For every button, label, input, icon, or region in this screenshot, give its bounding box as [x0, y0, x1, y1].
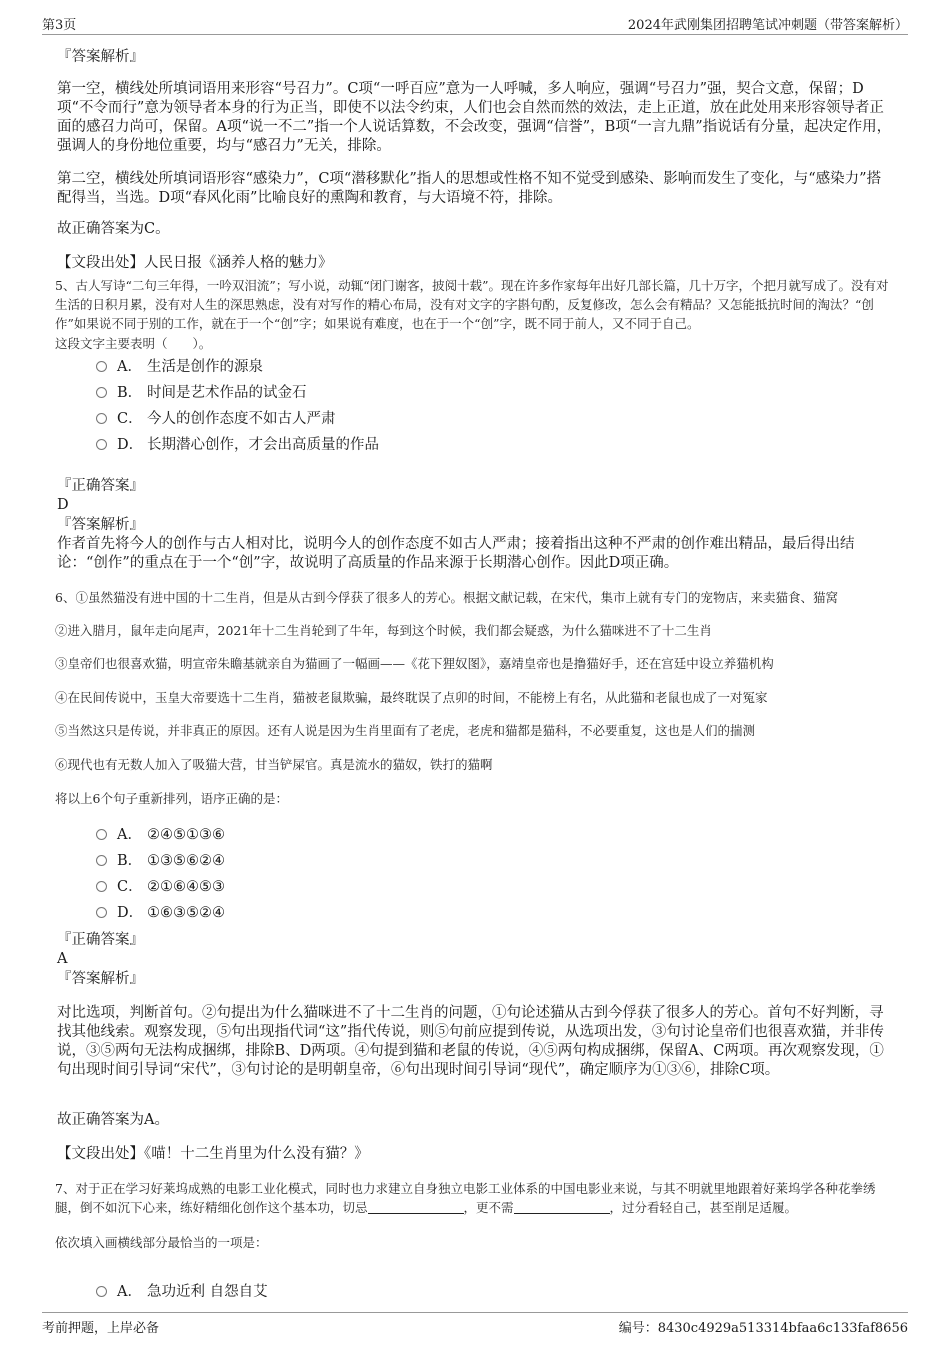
- option-key: A．: [117, 827, 142, 843]
- q6-option-a[interactable]: [96, 825, 225, 845]
- q7-stem-part-2: ，更不需: [463, 1200, 514, 1215]
- q7-blank-1: [368, 1201, 464, 1214]
- radio-icon[interactable]: [96, 387, 107, 398]
- q5-ask: 这段文字主要表明（ ）。: [55, 336, 212, 351]
- prev-analysis-p1: 第一空，横线处所填词语用来形容“号召力”。C项“一呼百应”意为一人呼喊，多人响应，强调“号召力”强，契合文意，保留；D项“不令而行”意为领导者本身的行为正当，即使不以法令约束，人们也会自然而然的效法，走上正道，放在此处用来形容领导者正面的感召力尚可，保留。A项“说一不二”指一个人说话算数，不会改变，强调“信誉”，B项“一言九鼎”指说话有分量，起决定作用，强调人的身份地位重要，均与“感召力”无关，排除。: [57, 81, 892, 154]
- option-key: B．: [117, 385, 143, 401]
- q5-option-d[interactable]: [96, 435, 379, 455]
- q6-answer-title: 『正确答案』: [57, 932, 144, 948]
- q5-analysis: 作者首先将今人的创作与古人相对比，说明今人的创作态度不如古人严肃；接着指出这种不严肃的创作难出精品，最后得出结论：“创作”的重点在于一个“创”字，故说明了高质量的作品来源于长期潜心创作。因此D项正确。: [57, 536, 855, 571]
- option-text: ②④⑤①③⑥: [147, 827, 225, 843]
- q5-option-a[interactable]: [96, 357, 263, 377]
- option-text: ①③⑤⑥②④: [147, 853, 225, 869]
- radio-icon[interactable]: [96, 881, 107, 892]
- radio-icon[interactable]: [96, 855, 107, 866]
- radio-icon[interactable]: [96, 1286, 107, 1297]
- q7-stem-part-1: 7、对于正在学习好莱坞成熟的电影工业化模式，同时也力求建立自身独立电影工业体系的中国电影业来说，与其不明就里地跟着好莱坞学各种花拳绣腿，倒不如沉下心来，练好精细化创作这个基本功，切忌: [55, 1181, 876, 1215]
- q5-analysis-title: 『答案解析』: [57, 517, 144, 533]
- radio-icon[interactable]: [96, 829, 107, 840]
- q6-answer: A: [57, 951, 68, 967]
- q6-option-c[interactable]: [96, 877, 225, 897]
- prev-source: 【文段出处】人民日报《涵养人格的魅力》: [57, 255, 333, 271]
- option-key: A．: [117, 359, 142, 375]
- q7-stem-part-3: ，过分看轻自己，甚至削足适履。: [609, 1200, 798, 1215]
- q7-ask: 依次填入画横线部分最恰当的一项是：: [55, 1235, 268, 1250]
- q6-option-d[interactable]: [96, 903, 225, 923]
- q5-answer: D: [57, 497, 69, 513]
- document-title: 2024年武刚集团招聘笔试冲刺题（带答案解析）: [627, 18, 908, 33]
- q5-option-b[interactable]: [96, 383, 307, 403]
- option-key: C．: [117, 411, 143, 427]
- radio-icon[interactable]: [96, 907, 107, 918]
- q6-analysis: 对比选项，判断首句。②句提出为什么猫咪进不了十二生肖的问题，①句论述猫从古到今俘获了很多人的芳心。首句不好判断，寻找其他线索。观察发现，⑤句出现指代词“这”指代传说，则⑤句前应提到传说，从选项出发，③句讨论皇帝们也很喜欢猫，并非传说，③⑤两句无法构成捆绑，排除B、D两项。④句提到猫和老鼠的传说，④⑤两句构成捆绑，保留A、C两项。再次观察发现，①句出现时间引导词“宋代”，③句讨论的是明朝皇帝，⑥句出现时间引导词“现代”，确定顺序为①③⑥，排除C项。: [57, 1005, 884, 1078]
- option-text: 今人的创作态度不如古人严肃: [147, 411, 336, 427]
- prev-analysis-title: 『答案解析』: [57, 49, 144, 65]
- q6-analysis-title: 『答案解析』: [57, 971, 144, 987]
- q7-stem: [55, 1179, 897, 1217]
- option-text: 生活是创作的源泉: [147, 359, 263, 375]
- radio-icon[interactable]: [96, 439, 107, 450]
- footer-slogan: 考前押题，上岸必备: [42, 1321, 160, 1336]
- q5-answer-title: 『正确答案』: [57, 478, 144, 494]
- option-text: ②①⑥④⑤③: [147, 879, 225, 895]
- q5-stem: 5、古人写诗“二句三年得，一吟双泪流”；写小说，动辄“闭门谢客，披阅十载”。现在许多作家每年出好几部长篇，几十万字，个把月就写成了。没有对生活的日积月累，没有对人生的深思熟虑，没有对写作的精心布局，没有对文字的字斟句酌，反复修改，怎么会有精品？又怎能抵抗时间的淘汰？“创作”如果说不同于别的工作，就在于一个“创”字；如果说有难度，也在于一个“创”字，既不同于前人，又不同于自己。: [55, 278, 889, 331]
- q6-sentence-6: ⑥现代也有无数人加入了吸猫大营，甘当铲屎官。真是流水的猫奴，铁打的猫啊: [55, 757, 493, 772]
- page-number: 第3页: [42, 18, 77, 33]
- document-code: 编号：8430c4929a513314bfaa6c133faf8656: [618, 1321, 908, 1336]
- q6-source: 【文段出处】《喵！十二生肖里为什么没有猫？》: [57, 1146, 369, 1162]
- page-header: [42, 12, 908, 35]
- option-text: ①⑥③⑤②④: [147, 905, 225, 921]
- prev-analysis-p2: 第二空，横线处所填词语形容“感染力”，C项“潜移默化”指人的思想或性格不知不觉受到感染、影响而发生了变化，与“感染力”搭配得当，当选。D项“春风化雨”比喻良好的熏陶和教育，与大语境不符，排除。: [57, 171, 882, 206]
- q5-option-c[interactable]: [96, 409, 336, 429]
- q6-sentence-4: ④在民间传说中，玉皇大帝要选十二生肖，猫被老鼠欺骗，最终耽误了点卯的时间，不能榜上有名，从此猫和老鼠也成了一对冤家: [55, 690, 768, 705]
- q6-sentence-1: 6、①虽然猫没有进中国的十二生肖，但是从古到今俘获了很多人的芳心。根据文献记载，在宋代，集市上就有专门的宠物店，来卖猫食、猫窝: [55, 590, 838, 605]
- q7-blank-2: [514, 1201, 610, 1214]
- option-key: B．: [117, 853, 143, 869]
- option-key: A．: [117, 1284, 142, 1300]
- q6-ask: 将以上6个句子重新排列，语序正确的是：: [55, 791, 288, 806]
- q6-sentence-3: ③皇帝们也很喜欢猫，明宣帝朱瞻基就亲自为猫画了一幅画——《花下狸奴图》，嘉靖皇帝也是撸猫好手，还在宫廷中设立养猫机构: [55, 656, 774, 671]
- radio-icon[interactable]: [96, 361, 107, 372]
- option-key: D．: [117, 905, 144, 921]
- option-text: 时间是艺术作品的试金石: [147, 385, 307, 401]
- page-footer: [42, 1312, 908, 1337]
- option-key: D．: [117, 437, 144, 453]
- q6-option-b[interactable]: [96, 851, 225, 871]
- option-key: C．: [117, 879, 143, 895]
- option-text: 长期潜心创作，才会出高质量的作品: [147, 437, 379, 453]
- q6-sentence-2: ②进入腊月，鼠年走向尾声，2021年十二生肖轮到了牛年，每到这个时候，我们都会疑惑，为什么猫咪进不了十二生肖: [55, 623, 712, 638]
- q7-option-a[interactable]: [96, 1282, 268, 1302]
- option-text: 急功近利 自怨自艾: [147, 1284, 268, 1300]
- q6-sentence-5: ⑤当然这只是传说，并非真正的原因。还有人说是因为生肖里面有了老虎，老虎和猫都是猫科，不必要重复，这也是人们的揣测: [55, 723, 756, 738]
- q6-conclusion: 故正确答案为A。: [57, 1112, 169, 1128]
- prev-conclusion: 故正确答案为C。: [57, 221, 170, 237]
- radio-icon[interactable]: [96, 413, 107, 424]
